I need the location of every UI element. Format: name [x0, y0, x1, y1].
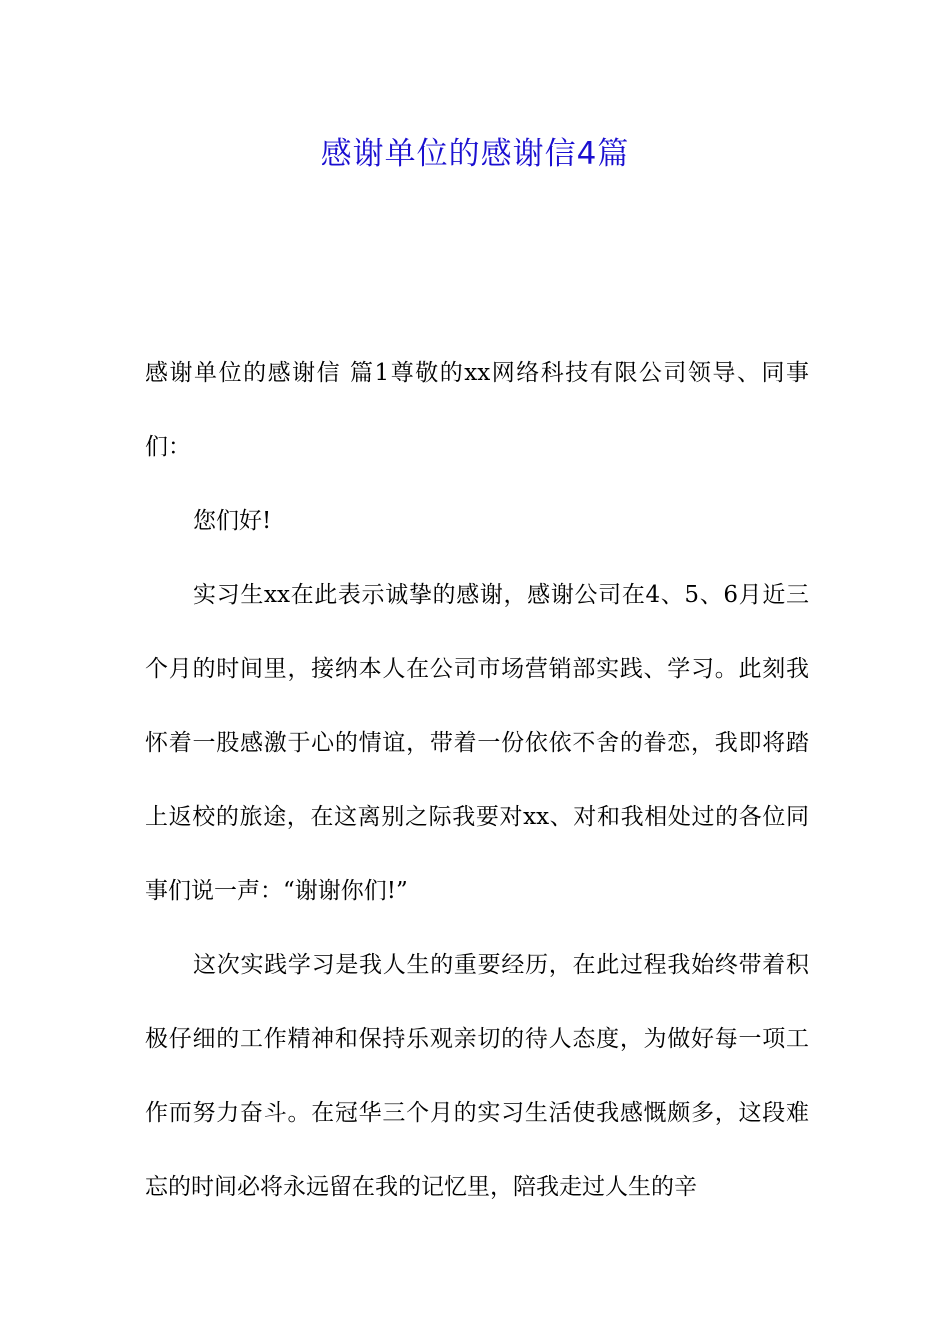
- document-body: [145, 336, 809, 1224]
- paragraph-thanks: 实习生xx在此表示诚挚的感谢，感谢公司在4、5、6月近三个月的时间里，接纳本人在公司市场营销部实践、学习。此刻我怀着一股感激于心的情谊，带着一份依依不舍的眷恋，我即将踏上返校的旅途，在这离别之际我要对xx、对和我相处过的各位同事们说一声：“谢谢你们!”: [145, 582, 809, 904]
- paragraph-greeting: 您们好!: [193, 508, 272, 534]
- paragraph-salutation: 感谢单位的感谢信 篇1尊敬的xx网络科技有限公司领导、同事们：: [145, 360, 809, 460]
- paragraph-experience: 这次实践学习是我人生的重要经历，在此过程我始终带着积极仔细的工作精神和保持乐观亲切的待人态度，为做好每一项工作而努力奋斗。在冠华三个月的实习生活使我感慨颇多，这段难忘的时间必将永远留在我的记忆里，陪我走过人生的辛: [145, 952, 809, 1200]
- document-title: 感谢单位的感谢信4篇: [320, 136, 630, 172]
